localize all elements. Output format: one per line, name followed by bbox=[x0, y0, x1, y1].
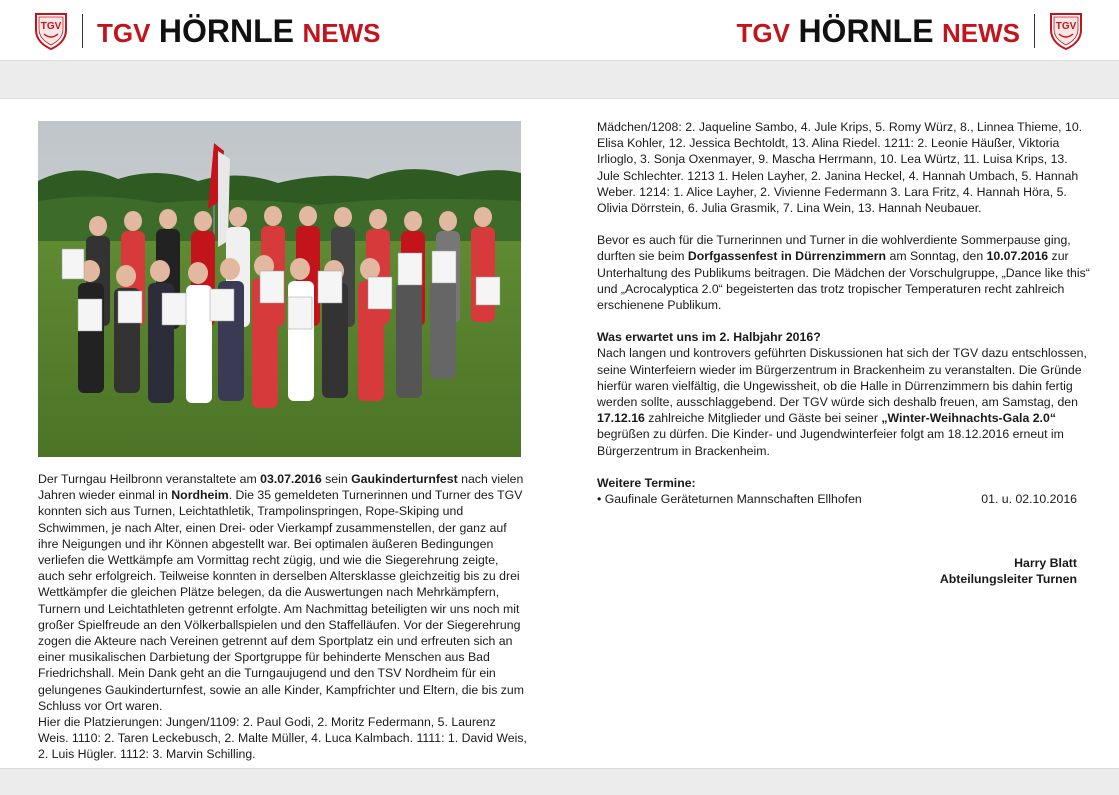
text: am Sonntag, den bbox=[886, 249, 987, 264]
termin-row bbox=[597, 491, 1077, 507]
text: zur Unterhaltung des Publikums beitragen. Die Mädchen der Vorschulgruppe, „Dance like this“ und „Acrocalyptica 2.0“ begeisterten das trotz tropischer Temperaturen recht zahlreich erschienene Publikum. bbox=[597, 249, 1090, 313]
article-right-column bbox=[597, 119, 1093, 588]
text: zahlreiche Mitglieder und Gäste bei seiner bbox=[644, 411, 882, 426]
signature-name: Harry Blatt bbox=[1014, 556, 1077, 571]
heading-text: Was erwartet uns im 2. Halbjahr 2016? bbox=[597, 330, 821, 345]
heading-text: Weitere Termine: bbox=[597, 475, 696, 490]
text: begrüßen zu dürfen. Die Kinder- und Jugendwinterfeier folgt am 18.12.2016 erneut im Bürgerzentrum in Brackenheim. bbox=[597, 427, 1064, 458]
brand-tgv: TGV bbox=[736, 18, 790, 48]
group-photo-image bbox=[38, 121, 521, 457]
spacer bbox=[597, 523, 1093, 539]
section-heading bbox=[597, 329, 1093, 345]
spacer bbox=[597, 507, 1093, 523]
text: Der Turngau Heilbronn veranstaltete am bbox=[38, 472, 261, 486]
brand-title-right bbox=[737, 15, 1020, 47]
crest-label: TGV bbox=[40, 21, 62, 32]
text: Bevor es auch für die Turnerinnen und Turner in die wohlverdiente Sommerpause ging, durften sie beim bbox=[597, 233, 1071, 264]
termin-date: 01. u. 02.10.2016 bbox=[981, 492, 1077, 507]
header-band bbox=[0, 60, 1119, 99]
brand-tgv: TGV bbox=[97, 18, 151, 48]
text: . Die 35 gemeldeten Turnerinnen und Turner des TGV konnten sich aus Turnen, Leichtathletik, Trampolinspringen, Rope-Skiping und Schwimmen, je nach Alter, einen Drei- oder Vierkampf zusammenstellen, der ganz auf ihre Neigungen und ihr Können abgestellt war. Bei optimalen äußeren Bedingungen verliefen die Wettkämpfe am Vormittag recht zügig, und wie die Siegerehrung zeigte, auch sehr erfolgreich. Teilweise konnten in derselben Altersklasse gleichzeitig bis zu drei Wettkämpfer die gleichen Plätze belegen, da die Auswertungen nach Mehrkämpfern, Turnern und Leichtathleten getrennt erfolgte. Am Nachmittag beteiligten wir uns noch mit großer Spielfreude an den Völkerballspielen und den Staffelläufen. Vor der Siegerehrung zogen die Akteure nach Vereinen getrennt auf dem Sportplatz ein und erfreuten sich an einer musikalischen Darbietung der Sportgruppe für behinderte Menschen aus Bad Friedrichshall. Mein Dank geht an die Turngaujugend und den TSV Nordheim für ein gelungenes Gaukinderturnfest, sowie an alle Kinder, Kampfrichter und Eltern, die bis zum Schluss vor Ort waren. bbox=[38, 488, 524, 713]
spacer bbox=[597, 459, 1093, 475]
header-divider bbox=[82, 14, 83, 48]
event-date: 10.07.2016 bbox=[986, 249, 1049, 264]
brand-title-left bbox=[97, 15, 380, 47]
text: Nach langen und kontrovers geführten Diskussionen hat sich der TGV dazu entschlossen, seine Winterfeiern wieder im Bürgerzentrum in Brackenheim zu veranstalten. Die Gründe hierfür waren vielfältig, die Ungewissheit, ob die Halle in Dürrenzimmern bis dahin fertig werden sollte, ausschlaggebend. Der TGV würde sich deshalb freuen, am Samstag, den bbox=[597, 346, 1087, 410]
header-logo-right bbox=[737, 12, 1083, 50]
text: sein bbox=[321, 472, 352, 486]
brand-news: NEWS bbox=[942, 18, 1020, 48]
text: nach vielen Jahren wieder einmal in bbox=[38, 472, 524, 503]
event-name: „Winter-Weihnachts-Gala 2.0“ bbox=[881, 411, 1056, 426]
termine-heading bbox=[597, 475, 1093, 491]
spacer bbox=[597, 539, 1093, 555]
page-header bbox=[0, 0, 1119, 60]
results-boys-paragraph: Hier die Platzierungen: Jungen/1109: 2. Paul Godi, 2. Moritz Federmann, 5. Laurenz Weis. 1110: 2. Taren Leckebusch, 2. Malte Müller, 4. Luca Kalmbach. 1111: 1. David Weis, 2. Luis Hügler. 1112: 3. Marvin Schilling. bbox=[38, 715, 527, 762]
brand-hoernle: HÖRNLE bbox=[798, 13, 934, 49]
event-place: Nordheim bbox=[171, 488, 229, 503]
signature-role: Abteilungsleiter Turnen bbox=[939, 572, 1077, 587]
spacer bbox=[597, 313, 1093, 329]
spacer bbox=[597, 216, 1093, 232]
header-divider bbox=[1034, 14, 1035, 48]
footer-band bbox=[0, 768, 1119, 795]
brand-news: NEWS bbox=[302, 18, 381, 48]
event-name: Dorfgassenfest in Dürrenzimmern bbox=[687, 249, 887, 264]
results-girls-paragraph: Mädchen/1208: 2. Jaqueline Sambo, 4. Jule Krips, 5. Romy Würz, 8., Linnea Thieme, 10. Elisa Kohler, 12. Jessica Bechtoldt, 13. Alina Riedel. 1211: 2. Leonie Häußer, Viktoria Irlioglo, 3. Sonja Oxenmayer, 9. Mascha Herrmann, 10. Lea Würtz, 11. Luisa Krips, 13. Jule Schlechter. 1213 1. Helen Layher, 2. Janina Heckel, 4. Hannah Umbach, 5. Hannah Weber. 1214: 1. Alice Layher, 2. Vivienne Federmann 3. Lara Fritz, 4. Hannah Höra, 5. Olivia Dörrstein, 6. Julia Grasmik, 7. Lina Wein, 13. Hannah Neubauer. bbox=[597, 120, 1083, 216]
article-left-column bbox=[38, 471, 528, 763]
event-date: 03.07.2016 bbox=[260, 472, 322, 486]
event-name: Gaukinderturnfest bbox=[351, 472, 458, 486]
brand-hoernle: HÖRNLE bbox=[158, 13, 295, 49]
event-date: 17.12.16 bbox=[597, 411, 645, 426]
intro-paragraph bbox=[38, 471, 528, 714]
termin-label: • Gaufinale Geräteturnen Mannschaften Ellhofen bbox=[597, 492, 862, 507]
dorfgassenfest-paragraph bbox=[597, 232, 1093, 313]
tgv-crest-icon bbox=[34, 12, 68, 50]
tgv-crest-icon bbox=[1049, 12, 1083, 50]
winterfeier-paragraph bbox=[597, 345, 1093, 458]
crest-label: TGV bbox=[1055, 21, 1077, 32]
header-logo-left bbox=[34, 12, 380, 50]
